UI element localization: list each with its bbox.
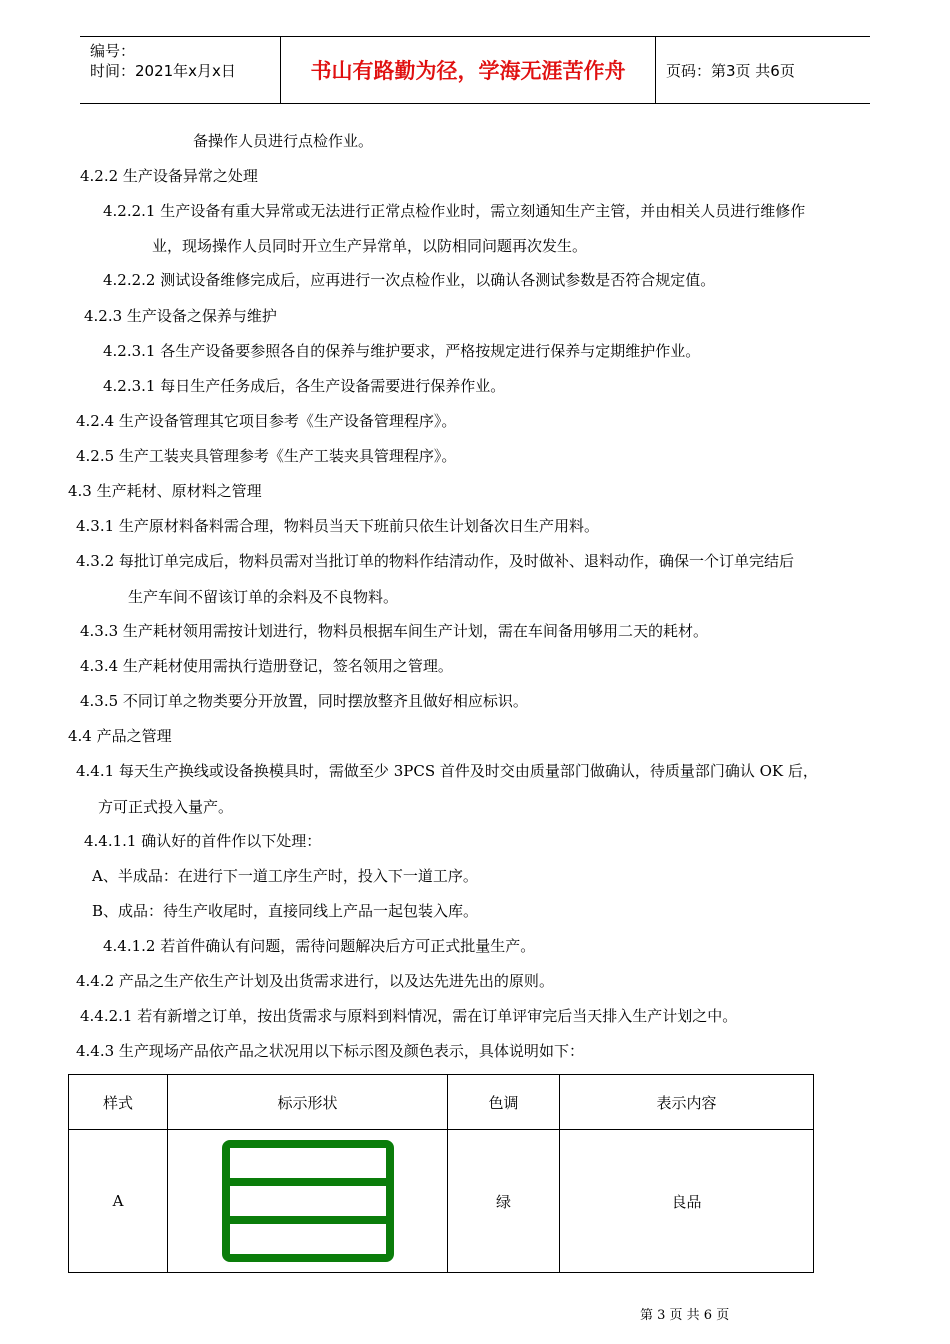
body-line: 4.2.2.2 测试设备维修完成后，应再进行一次点检作业，以确认各测试参数是否符合规定值。 (103, 271, 716, 289)
body-line: 4.4.1 每天生产换线或设备换模具时，需做至少 3PCS 首件及时交由质量部门做确认，待质量部门确认 OK 后， (76, 762, 818, 780)
green-three-box-sign-icon (222, 1140, 394, 1262)
body-line: 备操作人员进行点检作业。 (193, 132, 374, 150)
section-heading: 4.3 生产耗材、原材料之管理 (68, 482, 262, 500)
header-motto: 书山有路勤为径，学海无涯苦作舟 (281, 37, 656, 103)
body-line: 业，现场操作人员同时开立生产异常单，以防相同问题再次发生。 (152, 237, 588, 255)
header-meta (80, 37, 281, 103)
body-line: 4.4.1.2 若首件确认有问题，需待问题解决后方可正式批量生产。 (103, 937, 536, 955)
body-line: 4.3.4 生产耗材使用需执行造册登记，签名领用之管理。 (80, 657, 453, 675)
body-line: 4.2.5 生产工装夹具管理参考《生产工装夹具管理程序》。 (76, 447, 457, 465)
body-line: 4.3.2 每批订单完成后，物料员需对当批订单的物料作结清动作，及时做补、退料动作，确保一个订单完结后 (76, 552, 794, 570)
page-header (80, 36, 870, 104)
body-line: 方可正式投入量产。 (98, 798, 234, 816)
status-sign-table (68, 1074, 814, 1273)
body-line: 4.4.2 产品之生产依生产计划及出货需求进行，以及达先进先出的原则。 (76, 972, 554, 990)
body-line: 4.3.5 不同订单之物类要分开放置，同时摆放整齐且做好相应标识。 (80, 692, 528, 710)
body-line: 4.4.1.1 确认好的首件作以下处理： (84, 832, 322, 850)
style-cell: A (69, 1130, 168, 1273)
body-line: A、半成品：在进行下一道工序生产时，投入下一道工序。 (92, 867, 478, 885)
body-line: 4.4.2.1 若有新增之订单，按出货需求与原料到料情况，需在订单评审完后当天排入生产计划之中。 (80, 1007, 738, 1025)
body-line: 生产车间不留该订单的余料及不良物料。 (128, 588, 399, 606)
page-footer: 第 3 页 共 6 页 (640, 1308, 730, 1323)
body-line: 4.2.3.1 每日生产任务成后，各生产设备需要进行保养作业。 (103, 377, 506, 395)
color-cell: 绿 (448, 1130, 560, 1273)
section-heading: 4.2.3 生产设备之保养与维护 (84, 307, 277, 325)
table-header-cell: 表示内容 (560, 1075, 814, 1130)
table-header-row (69, 1075, 814, 1130)
document-number-label: 编号： (90, 42, 136, 60)
body-line: B、成品：待生产收尾时，直接同线上产品一起包装入库。 (92, 902, 479, 920)
table-header-cell: 样式 (69, 1075, 168, 1130)
body-line: 4.3.1 生产原材料备料需合理，物料员当天下班前只依生计划备次日生产用料。 (76, 517, 599, 535)
document-time-label: 时间：2021年x月x日 (90, 62, 236, 80)
body-line: 4.4.3 生产现场产品依产品之状况用以下标示图及颜色表示，具体说明如下： (76, 1042, 584, 1060)
table-header-cell: 标示形状 (168, 1075, 448, 1130)
meaning-cell: 良品 (560, 1130, 814, 1273)
shape-cell (168, 1130, 448, 1273)
header-page-number: 页码：第3页 共6页 (666, 61, 795, 80)
body-line: 4.3.3 生产耗材领用需按计划进行，物料员根据车间生产计划，需在车间备用够用二天的耗材。 (80, 622, 708, 640)
body-line: 4.2.3.1 各生产设备要参照各自的保养与维护要求，严格按规定进行保养与定期维护作业。 (103, 342, 701, 360)
table-row (69, 1130, 814, 1273)
body-line: 4.2.2.1 生产设备有重大异常或无法进行正常点检作业时，需立刻通知生产主管，并由相关人员进行维修作 (103, 202, 806, 220)
body-line: 4.2.4 生产设备管理其它项目参考《生产设备管理程序》。 (76, 412, 457, 430)
section-heading: 4.4 产品之管理 (68, 727, 172, 745)
table-header-cell: 色调 (448, 1075, 560, 1130)
section-heading: 4.2.2 生产设备异常之处理 (80, 167, 258, 185)
